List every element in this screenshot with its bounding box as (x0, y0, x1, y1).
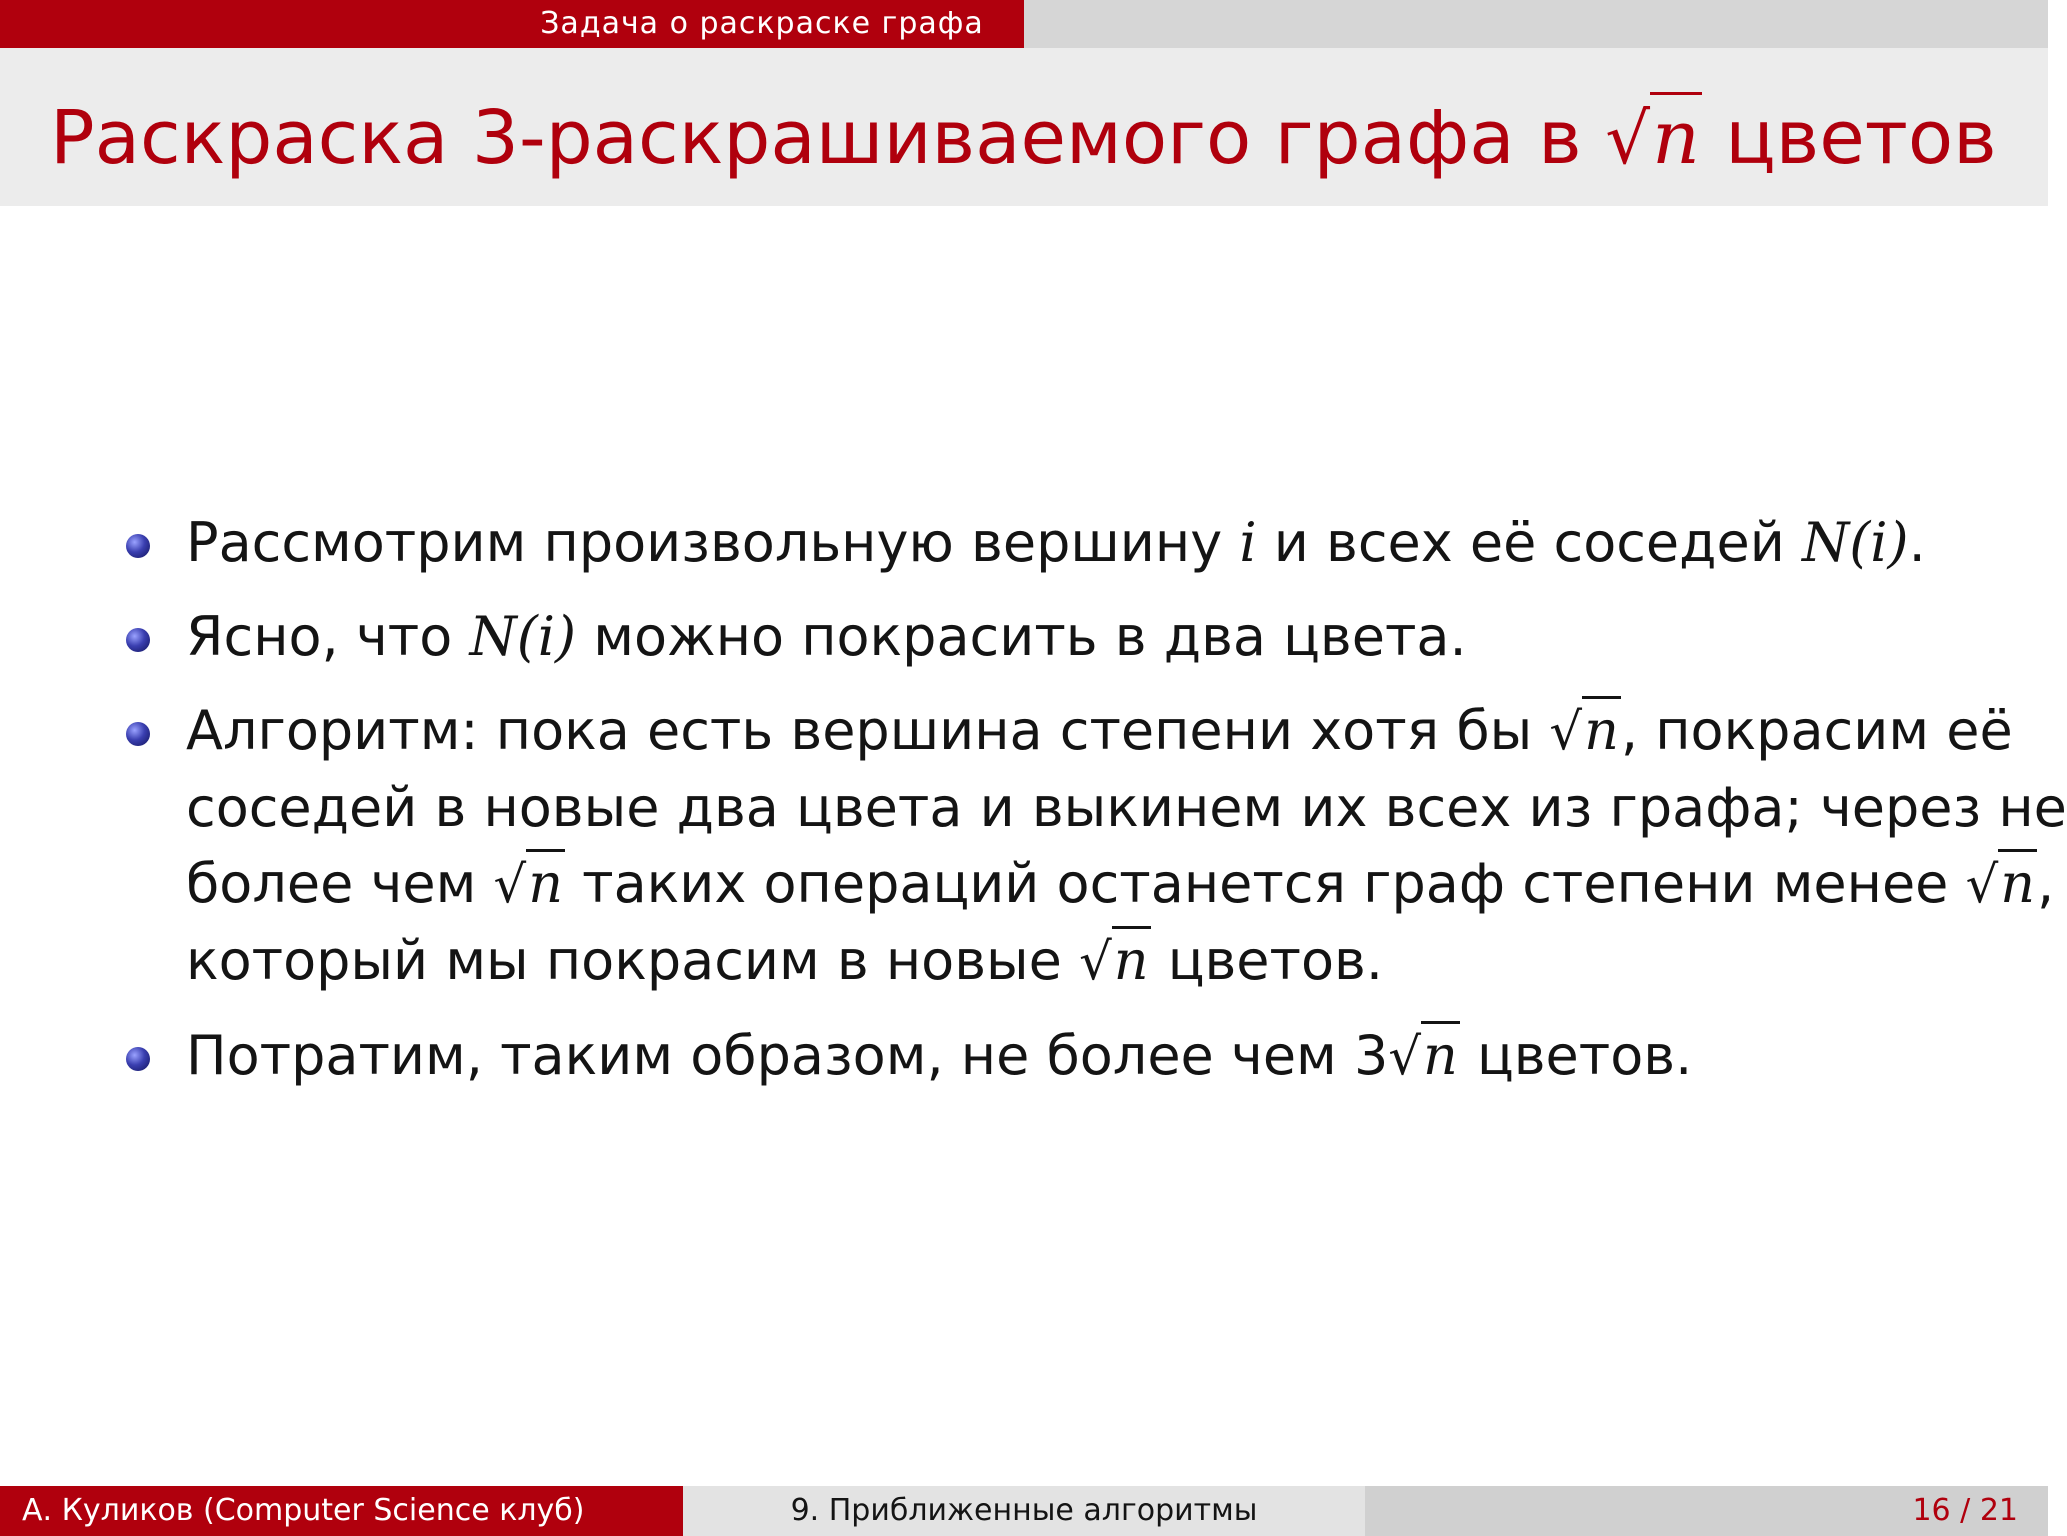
math-neighbors: N(i) (469, 605, 577, 668)
bullet-text: Потратим, таким образом, не более чем 3 (186, 1024, 1389, 1087)
footer-bar (0, 1486, 2048, 1536)
bullet-text: Рассмотрим произвольную вершину (186, 511, 1240, 574)
sqrt-symbol: √n (1079, 923, 1150, 1000)
section-title: Задача о раскраске графа (0, 0, 1024, 48)
sqrt-symbol: √n (1605, 88, 1701, 189)
footer-lecture: 9. Приближенные алгоритмы (683, 1486, 1365, 1536)
bullet-item-1 (120, 505, 1980, 581)
sqrt-symbol: √n (1549, 693, 1620, 770)
top-bar (0, 0, 2048, 48)
math-i: i (1239, 511, 1257, 574)
bullet-text: . (1908, 511, 1926, 574)
bullet-line: который мы покрасим в новые √n цветов. (186, 923, 1980, 1000)
bullet-item-2 (120, 599, 1980, 675)
sqrt-symbol: √n (494, 846, 565, 923)
bullet-line: более чем √n таких операций останется граф степени менее √n, (186, 846, 1980, 923)
title-suffix: цветов (1701, 95, 1997, 181)
bullet-text: Ясно, что (186, 605, 470, 668)
title-prefix: Раскраска 3-раскрашиваемого графа в (50, 95, 1606, 181)
bullet-line: Алгоритм: пока есть вершина степени хотя бы √n, покрасим её (186, 693, 1980, 770)
math-neighbors: N(i) (1801, 511, 1909, 574)
bullet-item-4 (120, 1018, 1980, 1095)
bullet-text: и всех её соседей (1256, 511, 1802, 574)
bullet-dot-icon (126, 722, 150, 746)
bullet-item-3 (120, 693, 2067, 1000)
sqrt-symbol: √n (1966, 846, 2037, 923)
sqrt-symbol: √n (1388, 1018, 1459, 1095)
footer-page-number: 16 / 21 (1365, 1486, 2048, 1536)
footer-author: А. Куликов (Computer Science клуб) (0, 1486, 683, 1536)
bullet-text: можно покрасить в два цвета. (576, 605, 1467, 668)
bullet-list (120, 505, 2067, 1113)
bullet-text: цветов. (1459, 1024, 1693, 1087)
bullet-line: соседей в новые два цвета и выкинем их всех из графа; через не (186, 776, 2067, 839)
bullet-dot-icon (126, 628, 150, 652)
bullet-dot-icon (126, 534, 150, 558)
bullet-dot-icon (126, 1047, 150, 1071)
slide-title (50, 88, 1997, 189)
